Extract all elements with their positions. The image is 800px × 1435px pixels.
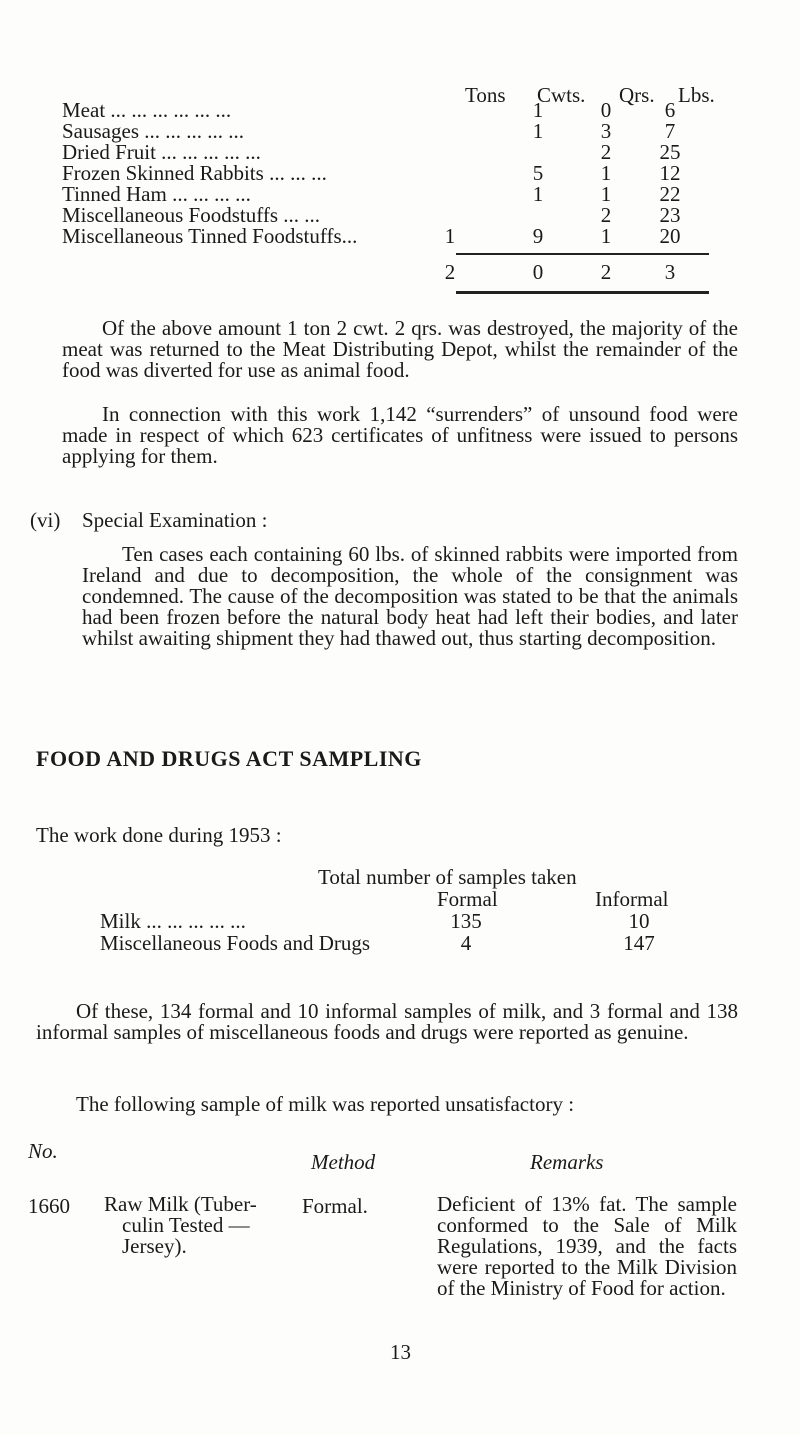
cell-cwts: 1	[532, 98, 544, 122]
sample-method: Formal.	[302, 1194, 368, 1218]
samples-row-label	[100, 932, 370, 954]
samples-formal: 4	[460, 931, 472, 955]
commodity-label: Meat	[62, 98, 106, 122]
cell-qrs: 1	[600, 161, 612, 185]
dot-leader: ... ... ... ... ... ...	[110, 98, 232, 122]
special-exam-body: Ten cases each containing 60 lbs. of skinned rabbits were imported from Ireland and due to decomposition, the whole of the consignment was condemned. The cause of the decomposition was stated to be that the animals had been frozen before the natural body heat had left their bodies, and later whilst awaiting shipment they had thawed out, thus starting decomposition.	[82, 542, 738, 650]
commodity-label: Dried Fruit	[62, 140, 156, 164]
sample-number: 1660	[28, 1194, 70, 1218]
header-no: No.	[28, 1139, 58, 1163]
samples-informal: 10	[628, 909, 650, 933]
cell-lbs: 7	[664, 119, 676, 143]
samples-label: Milk	[100, 909, 141, 933]
cell-lbs: 25	[659, 140, 681, 164]
commodity-row	[62, 120, 742, 142]
dot-leader: ... ... ... ... ...	[146, 909, 246, 933]
unsatisfactory-intro: The following sample of milk was reported unsatisfactory :	[76, 1092, 575, 1116]
samples-row-label	[100, 910, 246, 932]
total-tons: 2	[444, 260, 456, 284]
cell-cwts: 5	[532, 161, 544, 185]
description-line: Jersey).	[122, 1234, 187, 1258]
samples-label: Miscellaneous Foods and Drugs	[100, 931, 371, 955]
cell-qrs: 2	[600, 203, 612, 227]
dot-leader: ... ... ... ... ...	[144, 119, 244, 143]
header-qrs: Qrs.	[619, 83, 655, 107]
cell-lbs: 6	[664, 98, 676, 122]
cell-cwts: 1	[532, 119, 544, 143]
header-cwts: Cwts.	[537, 83, 586, 107]
section-number: (vi)	[30, 508, 61, 532]
cell-qrs: 3	[600, 119, 612, 143]
commodity-row	[62, 204, 742, 226]
cell-lbs: 12	[659, 161, 681, 185]
header-method: Method	[311, 1150, 376, 1174]
col-informal-header: Informal	[595, 887, 669, 911]
surrenders-paragraph: In connection with this work 1,142 “surrenders” of unsound food were made in respect of which 623 certificates of unfitness were issued to persons applying for them.	[62, 402, 738, 468]
cell-qrs: 1	[600, 182, 612, 206]
commodity-row	[62, 141, 742, 163]
commodity-label: Miscellaneous Foodstuffs	[62, 203, 279, 227]
col-formal-header: Formal	[437, 887, 498, 911]
dot-leader: ... ... ... ...	[172, 182, 251, 206]
total-cwts: 0	[532, 260, 544, 284]
genuine-paragraph: Of these, 134 formal and 10 informal samples of milk, and 3 formal and 138 informal samples of miscellaneous foods and drugs were reported as genuine.	[36, 999, 738, 1044]
cell-lbs: 23	[659, 203, 681, 227]
samples-table-title: Total number of samples taken	[318, 865, 577, 889]
sampling-intro: The work done during 1953 :	[36, 823, 282, 847]
commodity-row	[62, 162, 742, 184]
sample-description	[104, 1194, 257, 1257]
destroyed-paragraph: Of the above amount 1 ton 2 cwt. 2 qrs. was destroyed, the majority of the meat was returned to the Meat Distributing Depot, whilst the remainder of the food was diverted for use as animal food.	[62, 316, 738, 382]
dot-leader: ...	[341, 224, 358, 248]
description-line: culin Tested —	[122, 1213, 250, 1237]
commodity-label: Sausages	[62, 119, 139, 143]
dot-leader: ... ...	[283, 203, 321, 227]
samples-informal: 147	[623, 931, 655, 955]
cell-cwts: 9	[532, 224, 544, 248]
header-lbs: Lbs.	[678, 83, 715, 107]
cell-qrs: 2	[600, 140, 612, 164]
header-tons: Tons	[465, 83, 506, 107]
commodity-row	[62, 99, 742, 121]
commodity-row	[62, 183, 742, 205]
commodity-label: Miscellaneous Tinned Foodstuffs	[62, 224, 342, 248]
total-rule-top	[456, 253, 709, 255]
cell-qrs: 0	[600, 98, 612, 122]
commodity-total-row	[62, 261, 742, 283]
commodity-label: Tinned Ham	[62, 182, 167, 206]
samples-formal: 135	[450, 909, 482, 933]
commodity-label: Frozen Skinned Rabbits	[62, 161, 264, 185]
description-line: Raw Milk (Tuber-	[104, 1192, 257, 1216]
sample-remarks: Deficient of 13% fat. The sample conformed to the Sale of Milk Regulations, 1939, and the facts were reported to the Milk Division of the Ministry of Food for action.	[437, 1192, 737, 1300]
commodity-row	[62, 225, 742, 247]
sampling-heading: FOOD AND DRUGS ACT SAMPLING	[36, 746, 422, 771]
cell-cwts: 1	[532, 182, 544, 206]
special-exam-title: Special Examination :	[82, 508, 268, 532]
cell-tons: 1	[444, 224, 456, 248]
page-number: 13	[390, 1340, 411, 1364]
total-rule-bottom	[456, 291, 709, 294]
dot-leader: ... ... ... ... ...	[161, 140, 261, 164]
header-remarks: Remarks	[530, 1150, 604, 1174]
total-qrs: 2	[600, 260, 612, 284]
total-lbs: 3	[664, 260, 676, 284]
cell-qrs: 1	[600, 224, 612, 248]
cell-lbs: 20	[659, 224, 681, 248]
dot-leader: ... ... ...	[269, 161, 327, 185]
cell-lbs: 22	[659, 182, 681, 206]
